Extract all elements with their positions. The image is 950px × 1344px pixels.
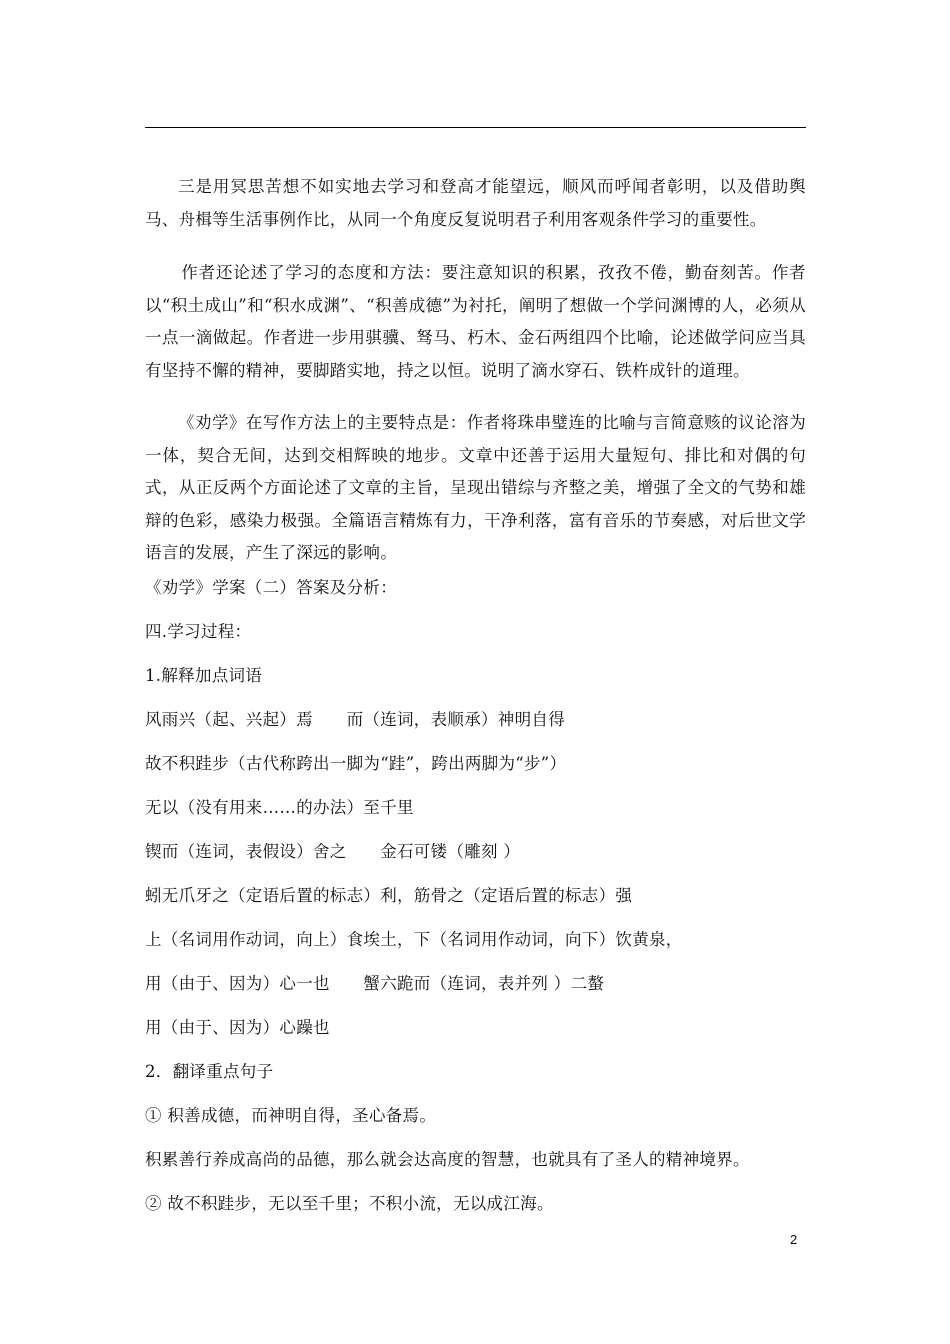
paragraph-3: 《劝学》在写作方法上的主要特点是：作者将珠串璧连的比喻与言简意赅的议论溶为一体，契合无间，达到交相辉映的地步。文章中还善于运用大量短句、排比和对偶的句式，从正反两个方面论述了文章的主旨，呈现出错综与齐整之美，增强了全文的气势和雄辩的色彩，感染力极强。全篇语言精炼有力，干净利落，富有音乐的节奏感，对后世文学语言的发展，产生了深远的影响。 (145, 413, 806, 562)
list-item: 风雨兴（起、兴起）焉 而（连词，表顺承）神明自得 (145, 710, 565, 729)
subheading-1: 1.解释加点词语 (145, 666, 263, 685)
translation-1: 积累善行养成高尚的品德，那么就会达高度的智慧，也就具有了圣人的精神境界。 (145, 1150, 750, 1169)
sentence-1: ① 积善成德，而神明自得，圣心备焉。 (145, 1106, 437, 1125)
list-item: 锲而（连词，表假设）舍之 金石可镂（雕刻 ） (145, 842, 521, 861)
list-item: 无以（没有用来……的办法）至千里 (145, 798, 414, 817)
section-title: 《劝学》学案（二）答案及分析： (145, 578, 397, 597)
list-item: 故不积跬步（古代称跨出一脚为“跬”，跨出两脚为“步”） (145, 754, 567, 773)
list-item: 上（名词用作动词，向上）食埃土，下（名词用作动词，向下）饮黄泉， (145, 930, 683, 949)
list-item: 用（由于、因为）心躁也 (145, 1018, 330, 1037)
paragraph-2: 作者还论述了学习的态度和方法：要注意知识的积累，孜孜不倦，勤奋刻苦。作者以“积土成山”和“积水成渊”、“积善成德”为衬托，阐明了想做一个学问渊博的人，必须从一点一滴做起。作者进一步用骐骥、驽马、朽木、金石两组四个比喻，论述做学问应当具有坚持不懈的精神，要脚踏实地，持之以恒。说明了滴水穿石、铁杵成针的道理。 (145, 263, 806, 380)
paragraph-1: 三是用冥思苦想不如实地去学习和登高才能望远，顺风而呼闻者彰明，以及借助舆马、舟楫等生活事例作比，从同一个角度反复说明君子利用客观条件学习的重要性。 (145, 177, 806, 229)
list-item: 用（由于、因为）心一也 蟹六跪而（连词，表并列 ）二螯 (145, 974, 605, 993)
header-rule (145, 127, 806, 128)
list-item: 蚓无爪牙之（定语后置的标志）利，筋骨之（定语后置的标志）强 (145, 886, 633, 905)
sentence-2: ② 故不积跬步，无以至千里；不积小流，无以成江海。 (145, 1194, 554, 1213)
subheading-2: 2．翻译重点句子 (145, 1062, 274, 1081)
section-heading: 四.学习过程： (145, 622, 252, 641)
page-number: 2 (790, 1232, 798, 1247)
